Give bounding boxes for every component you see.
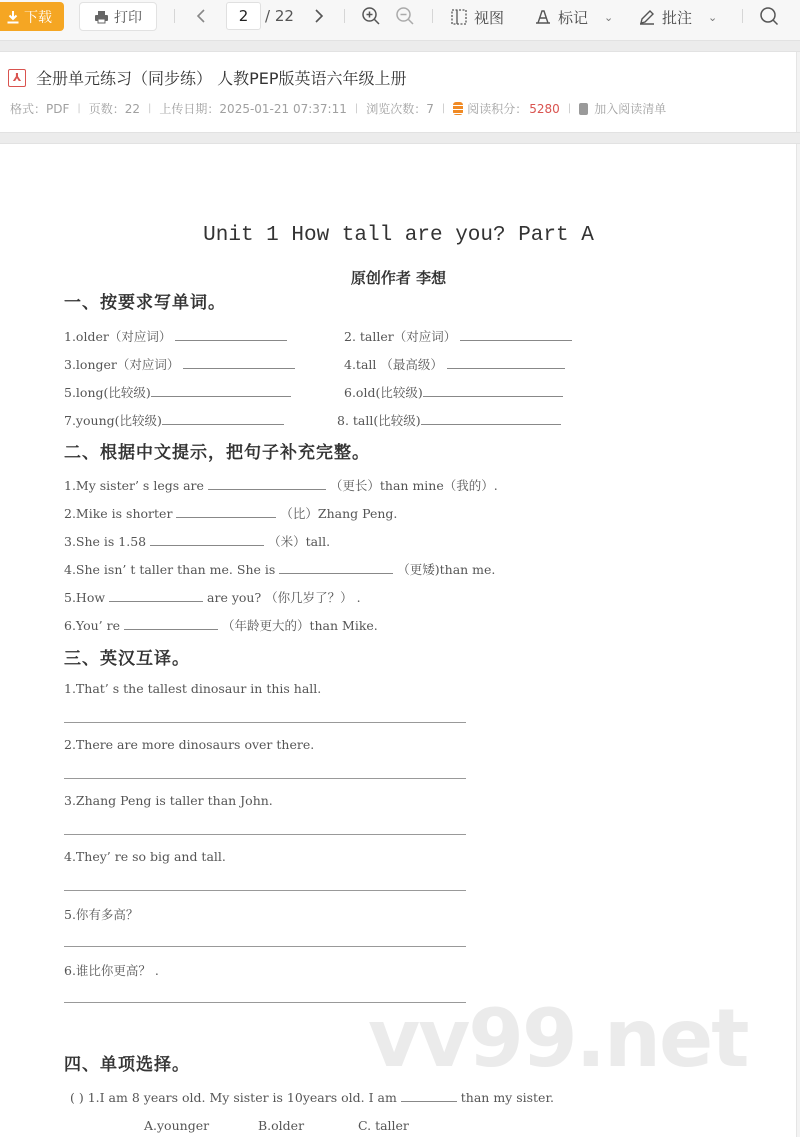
toolbar-divider <box>742 9 743 23</box>
document-title <box>8 66 407 89</box>
meta-points-value: 5280 <box>529 101 560 116</box>
search-button[interactable] <box>758 5 780 27</box>
translation-item: 5.你有多高？ <box>64 907 139 922</box>
zoom-in-icon <box>361 6 381 26</box>
pdf-file-icon: ⅄ <box>8 69 26 87</box>
page-total: / 22 <box>265 7 294 25</box>
translation-item: 6.谁比你更高？ . <box>64 963 159 978</box>
question-item: 6.You’ re （年龄更大的）than Mike. <box>64 618 378 633</box>
chevron-right-icon <box>313 8 325 24</box>
document-meta <box>10 100 666 117</box>
annotate-label: 批注 <box>662 8 693 27</box>
question-item: 6.old(比较级) <box>344 383 563 401</box>
meta-upload-date: 上传日期：2025-01-21 07:37:11 <box>159 102 347 116</box>
translation-item: 1.That’ s the tallest dinosaur in this hall. <box>64 681 322 696</box>
answer-line <box>64 722 466 723</box>
worksheet-title: Unit 1 How tall are you? Part A <box>203 224 594 247</box>
mark-label: 标记 <box>558 8 589 27</box>
translation-item: 3.Zhang Peng is taller than John. <box>64 793 273 808</box>
toolbar-separator <box>0 40 800 52</box>
question-item: 7.young(比较级) <box>64 411 284 429</box>
question-item: 8. tall(比较级) <box>337 411 561 429</box>
choice-option: C. taller <box>358 1118 409 1133</box>
answer-line <box>64 834 466 835</box>
section-heading: 三、英汉互译。 <box>64 649 190 669</box>
section-heading: 四、单项选择。 <box>64 1055 190 1075</box>
question-item: 3.longer（对应词） <box>64 355 295 373</box>
question-item: 4.tall （最高级） <box>344 355 565 373</box>
chevron-down-icon: ⌄ <box>604 10 614 24</box>
answer-line <box>64 890 466 891</box>
next-page-button[interactable] <box>308 5 330 27</box>
meta-divider: | <box>77 103 81 114</box>
question-item: 5.long(比较级) <box>64 383 291 401</box>
zoom-out-button[interactable] <box>394 5 416 27</box>
meta-format: 格式：PDF <box>10 102 70 116</box>
translation-item: 2.There are more dinosaurs over there. <box>64 737 315 752</box>
document-title-text: 全册单元练习（同步练） 人教PEP版英语六年级上册 <box>36 69 407 88</box>
chevron-left-icon <box>195 8 207 24</box>
printer-icon <box>94 10 109 24</box>
translation-item: 4.They’ re so big and tall. <box>64 849 226 864</box>
download-icon <box>6 10 20 24</box>
view-menu-button[interactable] <box>450 5 504 29</box>
question-item: 5.How are you? （你几岁了？） . <box>64 590 361 605</box>
choice-question: ( ) 1.I am 8 years old. My sister is 10years old. I am than my sister. <box>70 1090 555 1105</box>
question-item: 1.older（对应词） <box>64 327 287 345</box>
add-to-reading-list-link[interactable]: 加入阅读清单 <box>594 102 667 116</box>
section-heading: 一、按要求写单词。 <box>64 293 226 313</box>
question-item: 2.Mike is shorter （比）Zhang Peng. <box>64 506 398 521</box>
meta-points-label: 阅读积分： <box>467 102 528 116</box>
zoom-in-button[interactable] <box>360 5 382 27</box>
meta-divider: | <box>354 103 359 114</box>
zoom-out-icon <box>395 6 415 26</box>
meta-divider: | <box>441 103 446 114</box>
worksheet-author: 原创作者 李想 <box>350 269 447 287</box>
pen-icon <box>638 8 656 26</box>
prev-page-button[interactable] <box>190 5 212 27</box>
chevron-down-icon: ⌄ <box>708 10 718 24</box>
watermark: vv99.net <box>368 992 748 1085</box>
question-item: 4.She isn’ t taller than me. She is （更矮)than me. <box>64 562 496 577</box>
toolbar-divider <box>432 9 433 23</box>
choice-option: B.older <box>258 1118 305 1133</box>
meta-pages: 页数：22 <box>88 102 141 116</box>
toolbar-divider <box>344 9 345 23</box>
download-button[interactable] <box>0 2 64 31</box>
toolbar-divider <box>174 9 175 23</box>
page-number-input[interactable]: 2 <box>226 2 261 30</box>
viewer-toolbar <box>0 0 800 40</box>
choice-option: A.younger <box>144 1118 210 1133</box>
answer-line <box>64 778 466 779</box>
clipboard-icon[interactable] <box>579 103 588 115</box>
print-button[interactable] <box>79 2 157 31</box>
page-separator <box>0 132 800 144</box>
coins-icon <box>453 102 463 115</box>
answer-line <box>64 946 466 947</box>
highlight-icon <box>534 8 552 26</box>
document-page <box>0 144 797 1137</box>
meta-divider: | <box>567 103 572 114</box>
meta-views: 浏览次数：7 <box>366 102 434 116</box>
search-icon <box>759 6 779 26</box>
view-label: 视图 <box>474 8 505 27</box>
page-view-icon <box>450 8 468 26</box>
question-item: 2. taller（对应词） <box>344 327 572 345</box>
section-heading: 二、根据中文提示，把句子补充完整。 <box>64 443 370 463</box>
annotate-menu-button[interactable] <box>638 5 717 29</box>
meta-divider: | <box>148 103 152 114</box>
question-item: 3.She is 1.58 （米）tall. <box>64 534 331 549</box>
question-item: 1.My sister’ s legs are （更长）than mine（我的）. <box>64 478 498 493</box>
mark-menu-button[interactable] <box>534 5 613 29</box>
download-label: 下载 <box>24 9 52 26</box>
print-label: 打印 <box>114 9 142 26</box>
document-info-panel <box>0 52 797 132</box>
